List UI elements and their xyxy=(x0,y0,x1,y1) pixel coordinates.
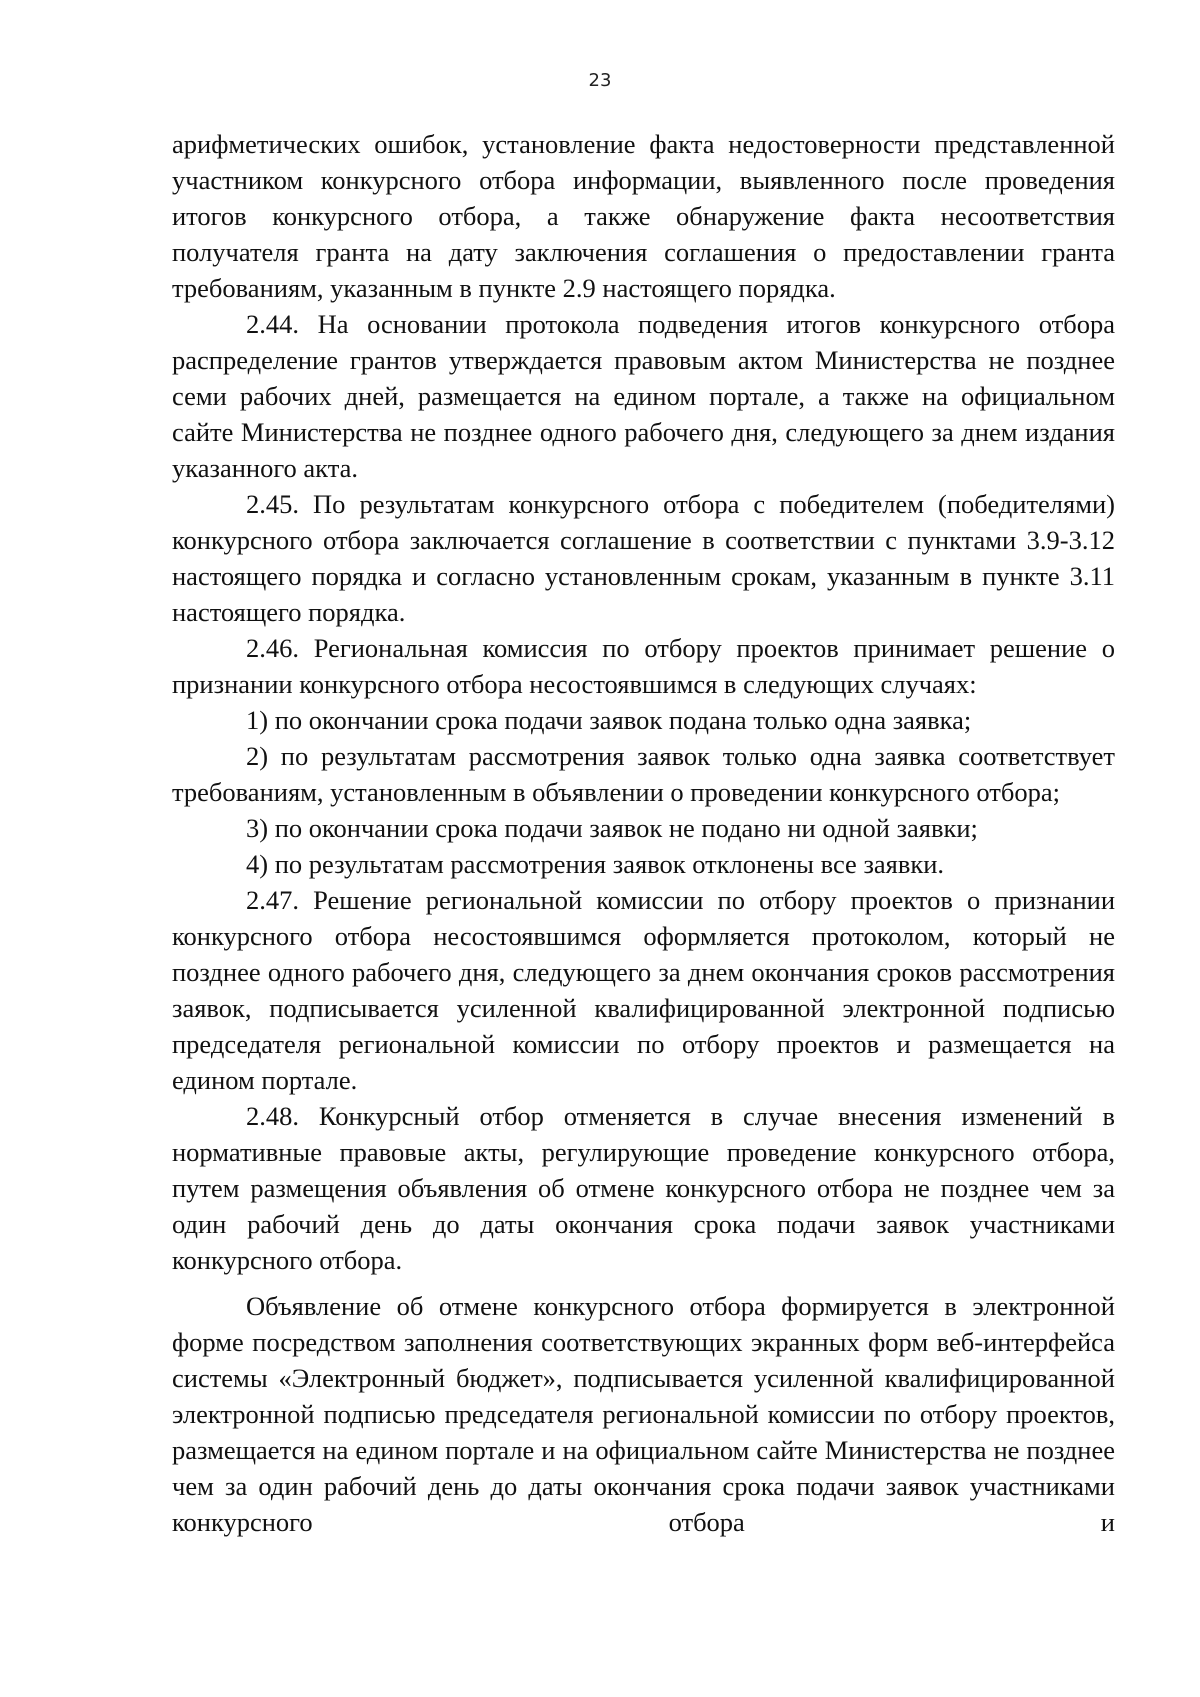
paragraph-continuation: арифметических ошибок, установление факта недостоверности представленной участником конкурсного отбора информации, выявленного после проведения итогов конкурсного отбора, а также обнаружение факта несоответствия получателя гранта на дату заключения соглашения о предоставлении гранта требованиям, указанным в пункте 2.9 настоящего порядка. xyxy=(172,129,1115,303)
list-item-3: 3) по окончании срока подачи заявок не подано ни одной заявки; xyxy=(246,813,978,843)
paragraph-2-44: 2.44. На основании протокола подведения итогов конкурсного отбора распределение грантов утверждается правовым актом Министерства не позднее семи рабочих дней, размещается на едином портале, а также на официальном сайте Министерства не позднее одного рабочего дня, следующего за днем издания указанного акта. xyxy=(172,309,1115,483)
paragraph-cancellation-notice: Объявление об отмене конкурсного отбора формируется в электронной форме посредством заполнения соответствующих экранных форм веб-интерфейса системы «Электронный бюджет», подписывается усиленной квалифицированной электронной подписью председателя региональной комиссии по отбору проектов, размещается на едином портале и на официальном сайте Министерства не позднее чем за один рабочий день до даты окончания срока подачи заявок участниками конкурсного отбора и xyxy=(172,1291,1115,1537)
list-item-4: 4) по результатам рассмотрения заявок отклонены все заявки. xyxy=(246,849,945,879)
paragraph-2-46: 2.46. Региональная комиссия по отбору проектов принимает решение о признании конкурсного отбора несостоявшимся в следующих случаях: xyxy=(172,633,1115,699)
paragraph-2-45: 2.45. По результатам конкурсного отбора с победителем (победителями) конкурсного отбора заключается соглашение в соответствии с пунктами 3.9-3.12 настоящего порядка и согласно установленным срокам, указанным в пункте 3.11 настоящего порядка. xyxy=(172,489,1115,627)
list-item-1: 1) по окончании срока подачи заявок подана только одна заявка; xyxy=(246,705,972,735)
list-item-2: 2) по результатам рассмотрения заявок только одна заявка соответствует требованиям, установленным в объявлении о проведении конкурсного отбора; xyxy=(172,741,1115,807)
paragraph-2-47: 2.47. Решение региональной комиссии по отбору проектов о признании конкурсного отбора несостоявшимся оформляется протоколом, который не позднее одного рабочего дня, следующего за днем окончания сроков рассмотрения заявок, подписывается усиленной квалифицированной электронной подписью председателя региональной комиссии по отбору проектов и размещается на едином портале. xyxy=(172,885,1115,1095)
document-body xyxy=(172,126,1115,1540)
paragraph-2-48: 2.48. Конкурсный отбор отменяется в случае внесения изменений в нормативные правовые акты, регулирующие проведение конкурсного отбора, путем размещения объявления об отмене конкурсного отбора не позднее чем за один рабочий день до даты окончания срока подачи заявок участниками конкурсного отбора. xyxy=(172,1101,1115,1275)
page-number: 23 xyxy=(588,70,612,91)
